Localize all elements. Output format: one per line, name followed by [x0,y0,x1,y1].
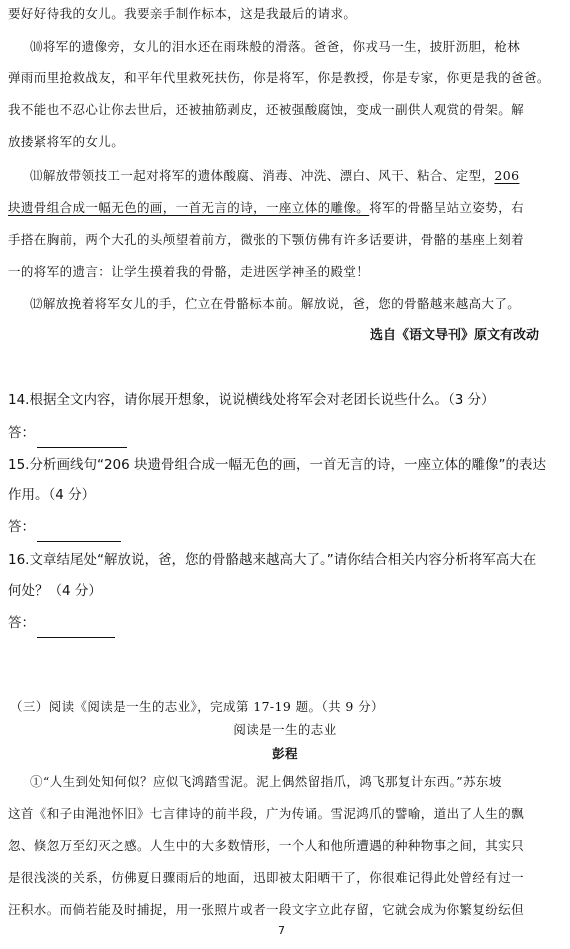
answer-14 [8,418,127,448]
question-15-line-1: 15.分析画线句“206 块遗骨组合成一幅无色的画，一首无言的诗，一座立体的雕像”的表达 [8,457,547,473]
paragraph-10-line-4: 放搂紧将军的女儿。 [8,134,125,149]
paragraph-11-line-3: 手搭在胸前，两个大孔的头颅望着前方，微张的下颚仿佛有许多话要讲，骨骼的基座上刻着 [8,232,525,247]
passage-line-top: 要好好待我的女儿。我要亲手制作标本，这是我最后的请求。 [8,6,357,21]
paragraph-11-text: 将军的骨骼呈站立姿势，右 [369,200,525,215]
article-author: 彭程 [272,746,298,761]
paragraph-10-line-1: ⑽将军的遗像旁，女儿的泪水还在雨珠般的滑落。爸爸，你戎马一生，披肝沥胆，枪林 [30,39,521,54]
paragraph-12: ⑿解放挽着将军女儿的手，伫立在骨骼标本前。解放说，爸，您的骨骼越来越高大了。 [30,296,521,311]
paragraph-11-text: ⑾解放带领技工一起对将军的遗体酸腐、消毒、冲洗、漂白、风干、粘合、定型， [30,168,495,183]
paragraph-11-line-1 [30,162,519,190]
answer-label: 答： [8,519,35,535]
section-3-intro: （三）阅读《阅读是一生的志业》，完成第 17-19 题。（共 9 分） [10,699,384,714]
answer-16-blank[interactable] [37,621,115,638]
article-p1-line-5: 汪积水。而倘若能及时捕捉，用一张照片或者一段文字立此存留，它就会成为你繁复纷纭但 [8,902,525,917]
paragraph-11-line-4: 一的将军的遗言：让学生摸着我的骨骼，走进医学神圣的殿堂！ [8,264,370,279]
underlined-sentence-start: 206 [494,168,520,183]
answer-label: 答： [8,425,35,441]
article-p1-line-1: ①“人生到处知何似？应似飞鸿踏雪泥。泥上偶然留指爪，鸿飞那复计东西。”苏东坡 [30,774,502,789]
paragraph-10-line-2: 弹雨而里抢救战友，和平年代里救死扶伤，你是将军，你是教授，你是专家，你更是我的爸爸。 [8,70,550,85]
answer-15 [8,512,121,542]
underlined-sentence: 块遗骨组合成一幅无色的画，一首无言的诗，一座立体的雕像。 [8,200,370,215]
question-14: 14.根据全文内容，请你展开想象，说说横线处将军会对老团长说些什么。（3 分） [8,392,495,408]
question-16-line-1: 16.文章结尾处“解放说，爸，您的骨骼越来越高大了。”请你结合相关内容分析将军高大在 [8,552,537,568]
page-number: 7 [278,924,285,937]
question-16-line-2: 何处？（4 分） [8,583,102,599]
article-p1-line-3: 忽、倏忽万至幻灭之感。人生中的大多数情形，一个人和他所遭遇的种种物事之间，其实只 [8,838,525,853]
question-15-line-2: 作用。（4 分） [8,487,96,503]
answer-16 [8,608,115,638]
paragraph-11-line-2 [8,194,524,222]
article-p1-line-2: 这首《和子由渑池怀旧》七言律诗的前半段，广为传诵。雪泥鸿爪的譬喻，道出了人生的飘 [8,806,525,821]
answer-15-blank[interactable] [37,525,121,542]
article-p1-line-4: 是很浅淡的关系，仿佛夏日骤雨后的地面，迅即被太阳晒干了，你很难记得此处曾经有过一 [8,870,525,885]
source-citation: 选自《语文导刊》原文有改动 [370,328,540,343]
answer-14-blank[interactable] [37,431,127,448]
answer-label: 答： [8,615,35,631]
paragraph-10-line-3: 我不能也不忍心让你去世后，还被抽筋剥皮，还被强酸腐蚀，变成一副供人观赏的骨架。解 [8,102,525,117]
article-title: 阅读是一生的志业 [233,722,337,737]
